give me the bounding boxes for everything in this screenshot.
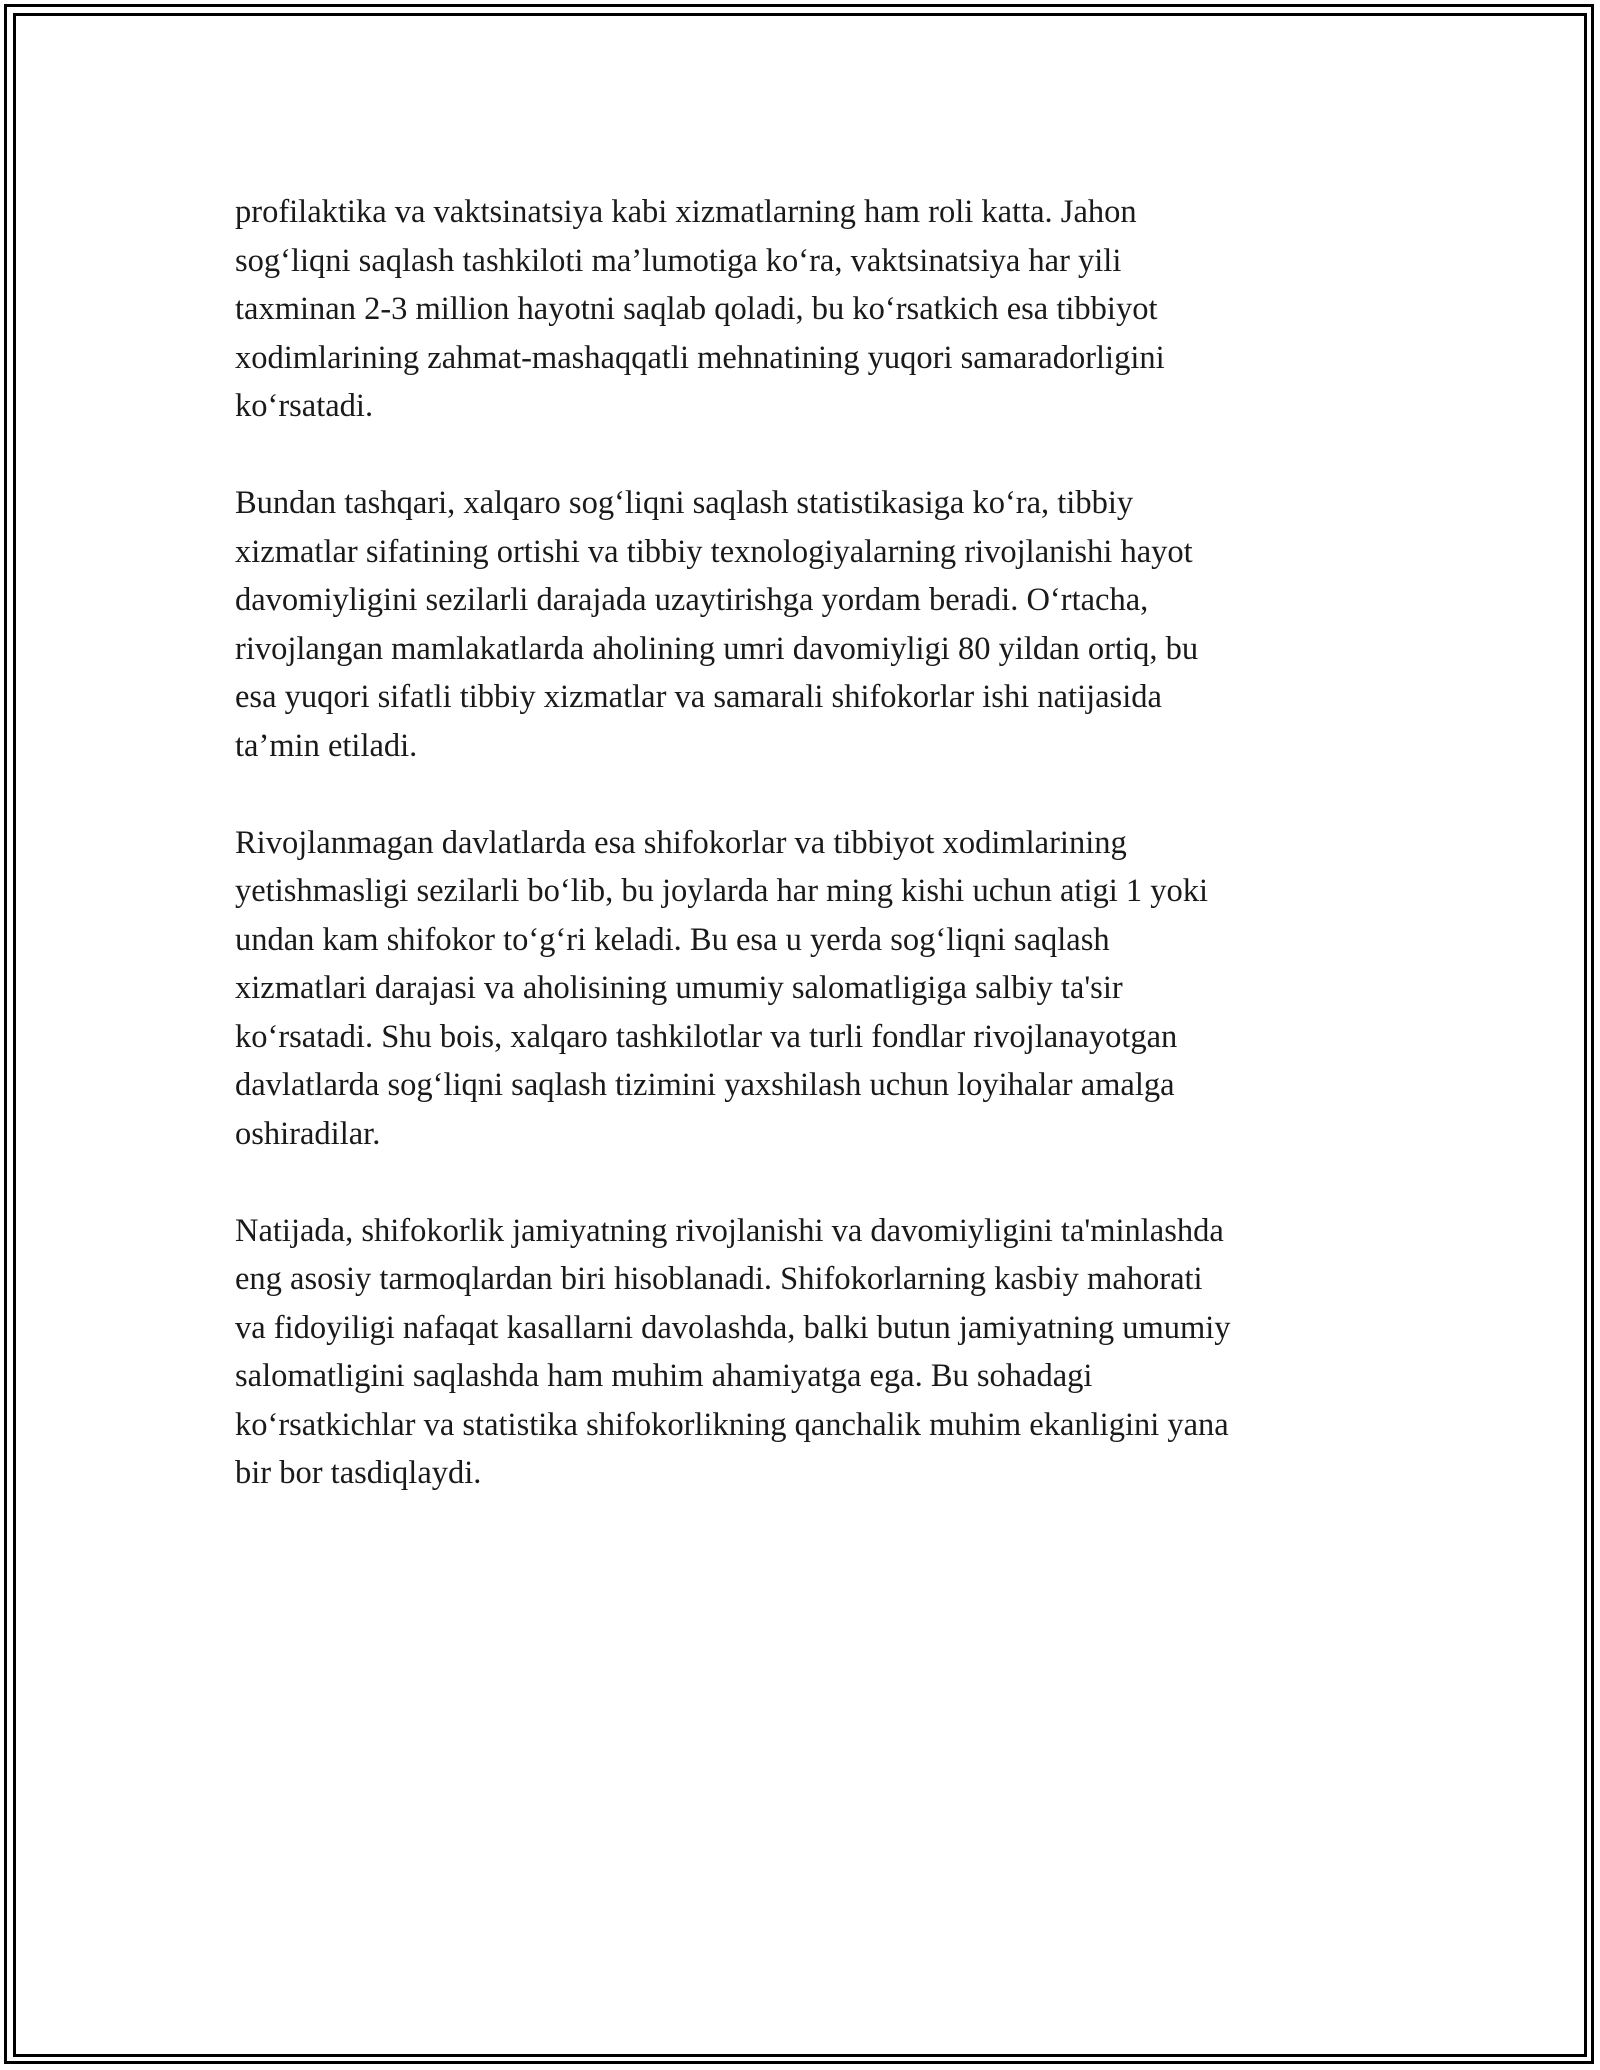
paragraph-1: profilaktika va vaktsinatsiya kabi xizmatlarning ham roli katta. Jahon sog‘liqni saqlash tashkiloti ma’lumotiga ko‘ra, vaktsinatsiya har yili taxminan 2-3 million hayotni saqlab qoladi, bu ko‘rsatkich esa tibbiyot xodimlarining zahmat-mashaqqatli mehnatining yuqori samaradorligini ko‘rsatadi.: [235, 194, 1165, 424]
paragraph-3: Rivojlanmagan davlatlarda esa shifokorlar va tibbiyot xodimlarining yetishmasligi sezilarli bo‘lib, bu joylarda har ming kishi uchun atigi 1 yoki undan kam shifokor to‘g‘ri keladi. Bu esa u yerda sog‘liqni saqlash xizmatlari darajasi va aholisining umumiy salomatligiga salbiy ta'sir ko‘rsatadi. Shu bois, xalqaro tashkilotlar va turli fondlar rivojlanayotgan davlatlarda sog‘liqni saqlash tizimini yaxshilash uchun loyihalar amalga oshiradilar.: [235, 824, 1209, 1152]
paragraph-2: Bundan tashqari, xalqaro sog‘liqni saqlash statistikasiga ko‘ra, tibbiy xizmatlar sifatining ortishi va tibbiy texnologiyalarning rivojlanishi hayot davomiyligini sezilarli darajada uzaytirishga yordam beradi. O‘rtacha, rivojlangan mamlakatlarda aholining umri davomiyligi 80 yildan ortiq, bu esa yuqori sifatli tibbiy xizmatlar va samarali shifokorlar ishi natijasida ta’min etiladi.: [235, 485, 1199, 764]
document-body: [235, 188, 1375, 1546]
paragraph-4: Natijada, shifokorlik jamiyatning rivojlanishi va davomiyligini ta'minlashda eng asosiy tarmoqlardan biri hisoblanadi. Shifokorlarning kasbiy mahorati va fidoyiligi nafaqat kasallarni davolashda, balki butun jamiyatning umumiy salomatligini saqlashda ham muhim ahamiyatga ega. Bu sohadagi ko‘rsatkichlar va statistika shifokorlikning qanchalik muhim ekanligini yana bir bor tasdiqlaydi.: [235, 1212, 1231, 1491]
